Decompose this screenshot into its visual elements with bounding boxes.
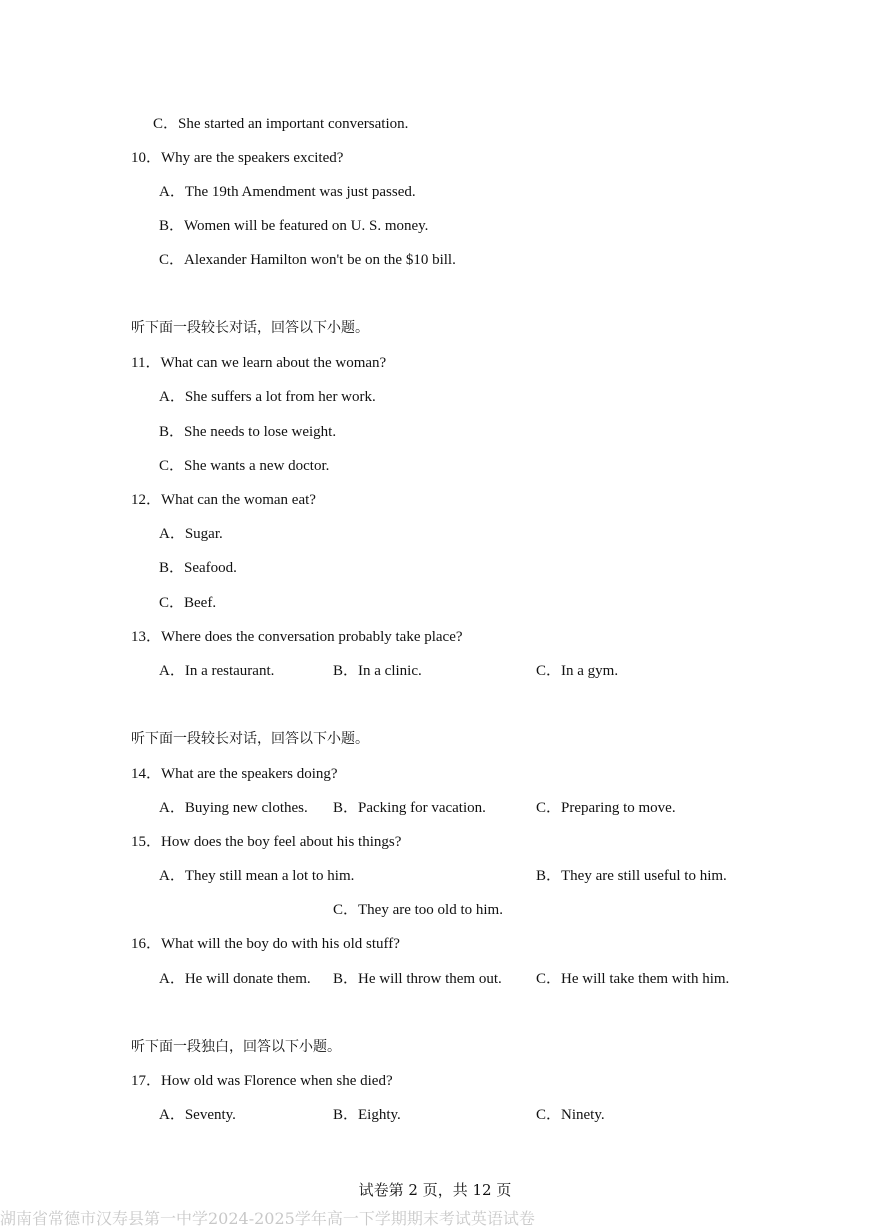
option-line: C．They are too old to him. bbox=[333, 902, 503, 918]
option-line: C．Preparing to move. bbox=[536, 800, 676, 816]
option-line: A．She suffers a lot from her work. bbox=[159, 389, 376, 405]
option-line: C．Alexander Hamilton won't be on the $10 bill. bbox=[159, 252, 456, 268]
option-line: B．He will throw them out. bbox=[333, 971, 502, 987]
section-instruction: 听下面一段较长对话，回答以下小题。 bbox=[131, 731, 369, 747]
option-line: A．The 19th Amendment was just passed. bbox=[159, 184, 416, 200]
option-line: C．She started an important conversation. bbox=[153, 116, 409, 132]
section-instruction: 听下面一段较长对话，回答以下小题。 bbox=[131, 320, 369, 336]
question-line: 11．What can we learn about the woman? bbox=[131, 355, 387, 371]
question-line: 12．What can the woman eat? bbox=[131, 492, 316, 508]
option-line: B．Packing for vacation. bbox=[333, 800, 486, 816]
question-line: 14．What are the speakers doing? bbox=[131, 766, 338, 782]
watermark: 湖南省常德市汉寿县第一中学2024-2025学年高一下学期期末考试英语试卷 bbox=[0, 1209, 535, 1228]
option-line: B．They are still useful to him. bbox=[536, 868, 727, 884]
option-line: B．In a clinic. bbox=[333, 663, 422, 679]
question-line: 16．What will the boy do with his old stuff? bbox=[131, 936, 400, 952]
option-line: C．She wants a new doctor. bbox=[159, 458, 330, 474]
option-line: B．Eighty. bbox=[333, 1107, 401, 1123]
option-line: C．He will take them with him. bbox=[536, 971, 730, 987]
option-line: C．Beef. bbox=[159, 595, 217, 611]
page-footer: 试卷第 2 页，共 12 页 bbox=[358, 1181, 512, 1199]
question-line: 15．How does the boy feel about his things? bbox=[131, 834, 402, 850]
option-line: B．She needs to lose weight. bbox=[159, 424, 337, 440]
question-line: 13．Where does the conversation probably take place? bbox=[131, 629, 463, 645]
option-line: A．Sugar. bbox=[159, 526, 223, 542]
question-line: 10．Why are the speakers excited? bbox=[131, 150, 344, 166]
option-line: A．Buying new clothes. bbox=[159, 800, 308, 816]
question-line: 17．How old was Florence when she died? bbox=[131, 1073, 393, 1089]
option-line: B．Women will be featured on U. S. money. bbox=[159, 218, 429, 234]
option-line: A．They still mean a lot to him. bbox=[159, 868, 355, 884]
option-line: A．In a restaurant. bbox=[159, 663, 275, 679]
option-line: B．Seafood. bbox=[159, 560, 237, 576]
option-line: C．Ninety. bbox=[536, 1107, 605, 1123]
option-line: C．In a gym. bbox=[536, 663, 619, 679]
option-line: A．He will donate them. bbox=[159, 971, 311, 987]
option-line: A．Seventy. bbox=[159, 1107, 236, 1123]
section-instruction: 听下面一段独白，回答以下小题。 bbox=[131, 1039, 341, 1055]
